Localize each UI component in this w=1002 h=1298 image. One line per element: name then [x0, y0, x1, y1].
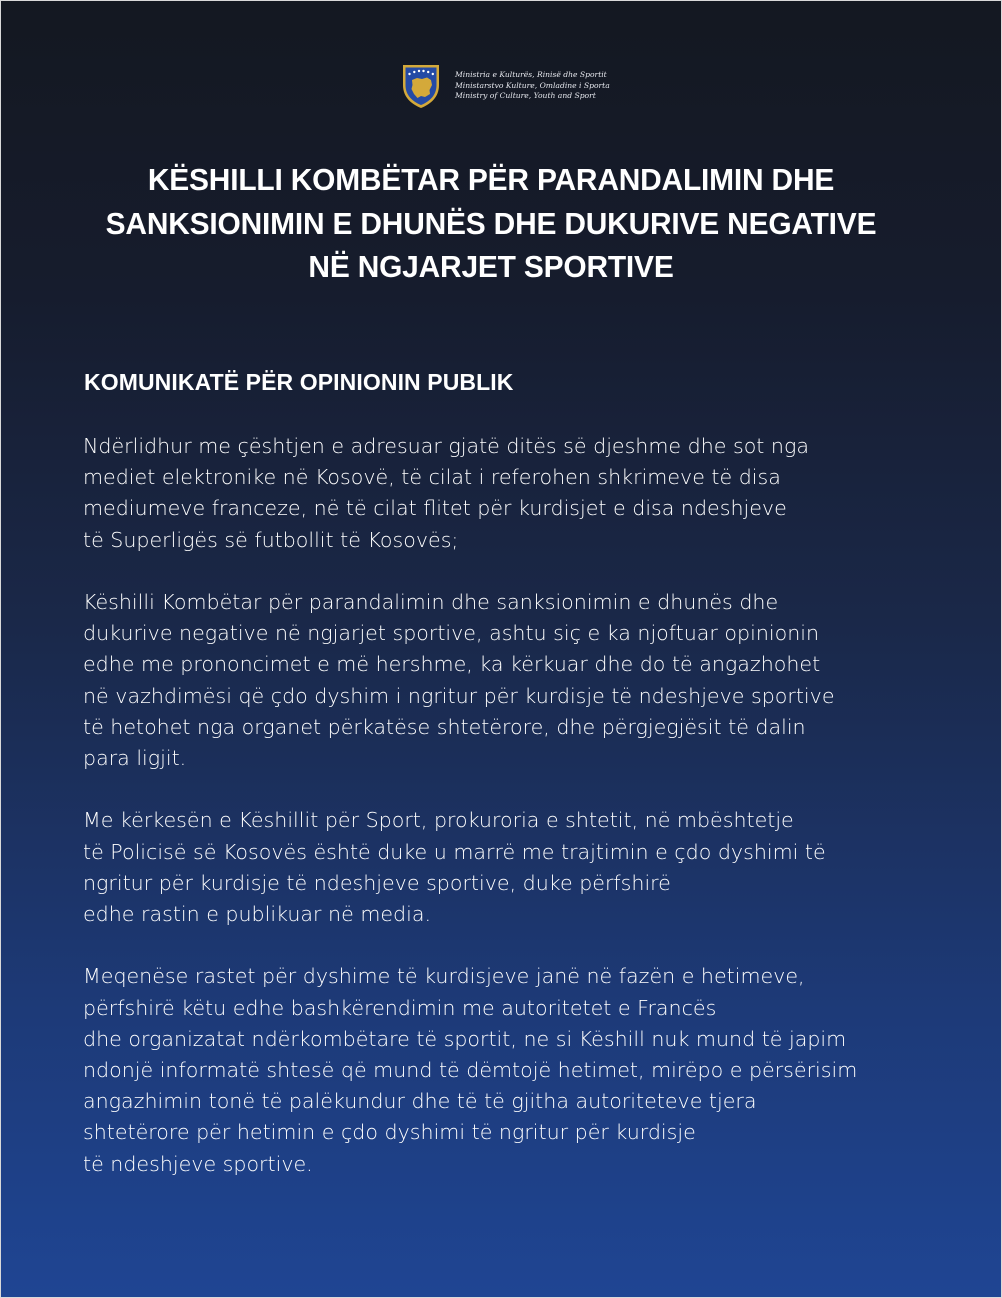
paragraph-line: edhe rastin e publikuar në media.	[83, 902, 432, 927]
paragraph-line: të Superligës së futbollit të Kosovës;	[83, 527, 459, 552]
title-line: NË NGJARJET SPORTIVE	[308, 249, 674, 284]
paragraph-line: në vazhdimësi që çdo dyshim i ngritur për kurdisje të ndeshjeve sportive	[83, 683, 835, 708]
section-heading: KOMUNIKATË PËR OPINIONIN PUBLIK	[84, 369, 514, 395]
paragraph-line: ngritur për kurdisje të ndeshjeve sportive, duke përfshirë	[83, 870, 671, 895]
paragraph-line: të ndeshjeve sportive.	[83, 1151, 313, 1176]
ministry-line-en: Ministry of Culture, Youth and Sport	[455, 91, 596, 101]
paragraph-line: Ndërlidhur me çështjen e adresuar gjatë ditës së djeshme dhe sot nga	[83, 434, 809, 458]
paragraph-line: dukurive negative në ngjarjet sportive, ashtu siç e ka njoftuar opinionin	[83, 621, 820, 646]
paragraph-4	[83, 961, 963, 1179]
paragraph-line: edhe me prononcimet e më hershme, ka kërkuar dhe do të angazhohet	[83, 652, 821, 677]
paragraph-line: mediet elektronike në Kosovë, të cilat i referohen shkrimeve të disa	[83, 465, 781, 490]
paragraph-line: të hetohet nga organet përkatëse shtetërore, dhe përgjegjësit të dalin	[83, 714, 806, 739]
paragraph-line: Meqenëse rastet për dyshime të kurdisjeve janë në fazën e hetimeve,	[83, 964, 805, 989]
paragraph-line: të Policisë së Kosovës është duke u marrë me trajtimin e çdo dyshimi të	[83, 839, 826, 864]
paragraph-line: mediumeve franceze, në të cilat flitet për kurdisjet e disa ndeshjeve	[83, 496, 787, 521]
paragraph-line: ndonjë informatë shtesë që mund të dëmtojë hetimet, mirëpo e përsërisim	[83, 1058, 858, 1083]
paragraph-line: përfshirë këtu edhe bashkërendimin me autoritetet e Francës	[83, 995, 717, 1020]
ministry-line-sq: Ministria e Kulturës, Rinisë dhe Sportit	[455, 70, 607, 80]
paragraph-1	[83, 431, 963, 556]
paragraph-line: shtetërore për hetimin e çdo dyshimi të ngritur për kurdisje	[83, 1120, 696, 1145]
paragraph-line: dhe organizatat ndërkombëtare të sportit, ne si Këshill nuk mund të japim	[83, 1026, 847, 1051]
paragraph-line: Këshilli Kombëtar për parandalimin dhe sanksionimin e dhunës dhe	[83, 590, 779, 614]
paragraph-3	[83, 805, 963, 930]
paragraph-line: para ligjit.	[83, 746, 187, 771]
kosovo-coat-of-arms-icon	[401, 63, 441, 109]
page-title	[57, 158, 926, 289]
statement-body	[83, 431, 963, 1211]
ministry-line-sr: Ministarstvo Kulture, Omladine i Sporta	[455, 80, 610, 90]
ministry-name	[455, 70, 610, 102]
paragraph-line: Me kërkesën e Këshillit për Sport, prokuroria e shtetit, në mbështetje	[83, 808, 794, 833]
title-line: KËSHILLI KOMBËTAR PËR PARANDALIMIN DHE	[147, 162, 835, 197]
paragraph-line: angazhimin tonë të palëkundur dhe të të gjitha autoriteteve tjera	[83, 1089, 757, 1114]
paragraph-2	[83, 587, 963, 774]
ministry-logo	[401, 63, 610, 109]
title-line: SANKSIONIMIN E DHUNËS DHE DUKURIVE NEGATIVE	[105, 205, 877, 241]
